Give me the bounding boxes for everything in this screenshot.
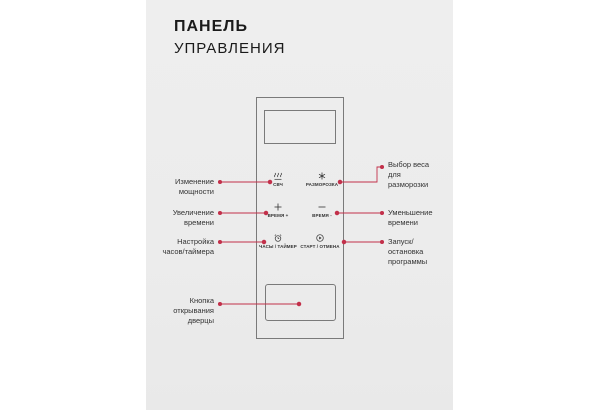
time-minus-label: ВРЕМЯ - [312,213,332,218]
callout-power: Изменение мощности [175,177,214,196]
callout-weight: Выбор веса для разморозки [388,160,430,189]
microwave-button-label: СВЧ [273,182,283,187]
leader-weight [338,165,383,183]
callout-door: Кнопка открывания дверцы [173,296,214,325]
start-cancel-label: СТАРТ / ОТМЕНА [300,244,340,249]
leader-door [218,302,300,306]
leader-start [342,240,383,244]
clock-timer-label: ЧАСЫ / ТАЙМЕР [259,244,297,249]
defrost-button-label: РАЗМОРОЗКА [305,182,339,187]
time-plus-label: ВРЕМЯ + [267,213,289,218]
page-title: ПАНЕЛЬ [174,18,249,35]
callout-start: Запуск/ остановка программы [388,237,428,266]
leader-power [218,180,271,184]
leader-clock [218,240,265,244]
page-subtitle: УПРАВЛЕНИЯ [174,40,286,57]
callout-decrease: Уменьшение времени [388,208,433,227]
callout-increase: Увеличение времени [172,208,214,227]
leader-decrease [335,211,383,215]
callout-clock: Настройка часов/таймера [162,237,214,256]
leader-increase [218,211,267,215]
